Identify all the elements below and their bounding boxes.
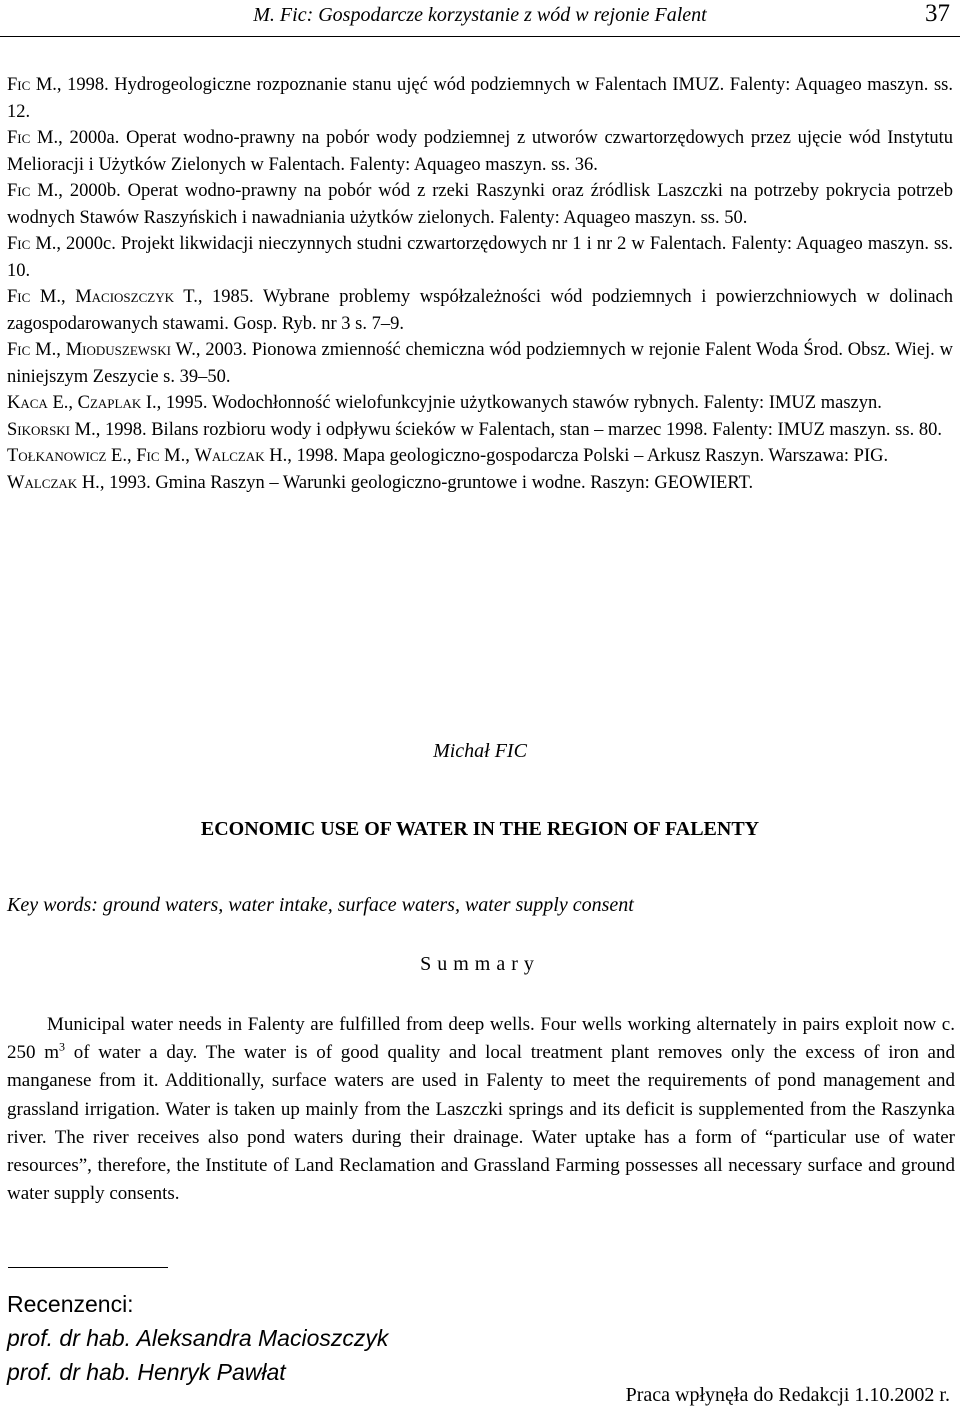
ref-author-initial: M. (30, 181, 59, 201)
ref-text: , 2003. Pionowa zmienność chemiczna wód podziemnych w rejonie Falent Woda Środ. Obsz. Wiej. w niniejszym Zeszycie s. 39–50. (7, 340, 954, 387)
page-number: 37 (925, 0, 950, 27)
reviewers-label: Recenzenci: (7, 1291, 134, 1317)
ref-text: , 1998. Bilans rozbioru wody i odpływu ścieków w Falentach, stan – marzec 1998. Falenty: IMUZ maszyn. ss. 80. (95, 419, 942, 440)
ref-text: , 2000b. Operat wodno-prawny na pobór wód z rzeki Raszynki oraz źródlisk Laszczki na potrzeby pokrycia potrzeb wodnych Stawów Raszyńskich i nawadniania użytków zielonych. Falenty: Aquageo maszyn. ss. 50. (7, 181, 953, 228)
ref-author-3-initial: H. (264, 446, 288, 466)
ref-author-initial: H. (77, 472, 100, 493)
received-date: Praca wpłynęła do Redakcji 1.10.2002 r. (625, 1384, 950, 1406)
keywords: Key words: ground waters, water intake, surface waters, water supply consent (7, 894, 634, 916)
ref-author: Sikorski (7, 419, 71, 440)
ref-author-2-initial: W. (171, 340, 196, 360)
reference-item (7, 72, 953, 125)
ref-author: Fic (7, 181, 31, 201)
reference-item (7, 284, 953, 337)
ref-text: , 1985. Wybrane problemy współzależności wód podziemnych i powierzchniowych w dolinach zagospodarowanych stawami. Gosp. Ryb. nr 3 s. 7–9. (7, 287, 954, 334)
reviewer-name: prof. dr hab. Aleksandra Macioszczyk (7, 1325, 389, 1351)
reference-item (7, 178, 953, 231)
ref-text: , 2000c. Projekt likwidacji nieczynnych studni czwartorzędowych nr 1 i nr 2 w Falentach. Falenty: Aquageo maszyn. ss. 10. (7, 234, 953, 281)
header-rule (0, 36, 960, 37)
running-header (0, 0, 960, 40)
ref-author-2-initial: I. (141, 393, 157, 413)
ref-text: , 1998. Hydrogeologiczne rozpoznanie stanu ujęć wód podziemnych w Falentach IMUZ. Falenty: Aquageo maszyn. ss. 12. (7, 75, 953, 122)
reference-item (7, 337, 953, 390)
ref-author: Fic (7, 340, 31, 360)
summary-text-2: of water a day. The water is of good quality and local treatment plant removes only the excess of iron and manganese from it. Additionally, surface waters are used in Falenty to meet the requirements of pond management and grassland irrigation. Water is taken up mainly from the Laszczki springs and its deficit is supplemented from the Raszynka river. The river receives also pond waters during their drainage. Water uptake has a form of “particular use of water resources”, therefore, the Institute of Land Reclamation and Grassland Farming possesses all necessary surface and ground water supply consents. (7, 1042, 955, 1205)
reference-item (7, 125, 953, 178)
ref-author-2-initial: M., (159, 446, 195, 466)
ref-author: Fic (7, 234, 31, 254)
reference-item (7, 390, 953, 417)
footer-rule (8, 1267, 168, 1268)
ref-author-initial: M. (30, 234, 57, 254)
ref-author: Kaca (7, 393, 48, 413)
reviewer-name: prof. dr hab. Henryk Pawłat (7, 1359, 286, 1385)
ref-author-3: Walczak (194, 446, 265, 466)
summary-paragraph (7, 1011, 955, 1208)
reference-item (7, 470, 953, 497)
reference-item (7, 417, 953, 444)
ref-author-2: Mioduszewski (65, 340, 171, 360)
english-author: Michał FIC (433, 740, 527, 762)
ref-text: , 1998. Mapa geologiczno-gospodarcza Polski – Arkusz Raszyn. Warszawa: PIG. (287, 446, 889, 466)
ref-author: Fic (7, 128, 31, 148)
english-title: ECONOMIC USE OF WATER IN THE REGION OF FALENTY (200, 818, 760, 840)
ref-author-initial: M., (30, 340, 66, 360)
ref-author-initial: M. (30, 128, 59, 148)
reference-list (7, 72, 953, 496)
ref-author-initial: E., (47, 393, 78, 413)
ref-author: Tołkanowicz (7, 446, 107, 466)
ref-author-2: Macioszczyk (75, 287, 174, 307)
ref-author-2: Fic (136, 446, 160, 466)
ref-text: , 1995. Wodochłonność wielofunkcyjnie użytkowanych stawów rybnych. Falenty: IMUZ maszyn. (156, 393, 882, 413)
ref-author: Fic (7, 287, 31, 307)
ref-author-2: Czaplak (77, 393, 142, 413)
summary-superscript: 3 (59, 1039, 65, 1054)
ref-author: Walczak (7, 472, 78, 493)
reviewers-block (7, 1287, 388, 1389)
summary-heading: Summary (420, 953, 540, 975)
summary-text-1: Municipal water needs in Falenty are fulfilled from deep wells. Four wells working alternately in pairs exploit now c. 250 m (7, 1014, 955, 1064)
reference-item (7, 443, 953, 470)
ref-text: , 2000a. Operat wodno-prawny na pobór wody podziemnej z utworów czwartorzędowych przez ujęcie wód Instytutu Melioracji i Użytków Zielonych w Falentach. Falenty: Aquageo maszyn. ss. 36. (7, 128, 953, 175)
ref-author-initial: E., (106, 446, 137, 466)
ref-author-2-initial: T. (174, 287, 198, 307)
ref-text: , 1993. Gmina Raszyn – Warunki geologiczno-gruntowe i wodne. Raszyn: GEOWIERT. (99, 472, 754, 493)
ref-author-initial: M. (30, 75, 57, 95)
ref-author: Fic (7, 75, 31, 95)
running-title: M. Fic: Gospodarcze korzystanie z wód w rejonie Falent (253, 4, 707, 26)
reference-item (7, 231, 953, 284)
ref-author-initial: M., (30, 287, 76, 307)
ref-author-initial: M. (70, 419, 96, 440)
